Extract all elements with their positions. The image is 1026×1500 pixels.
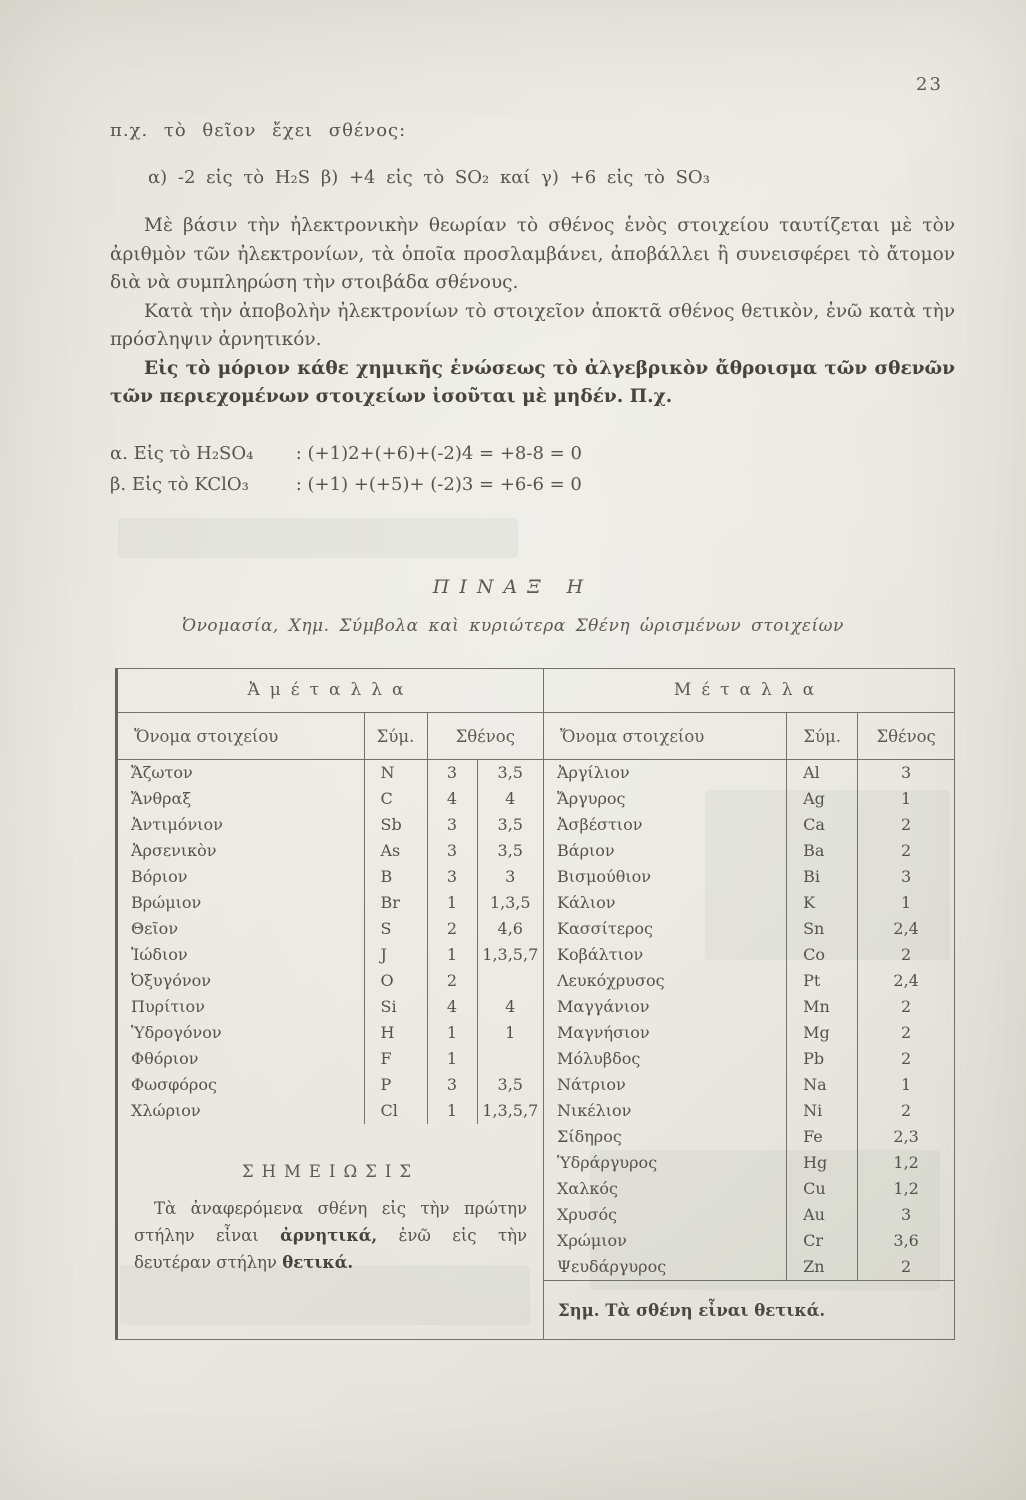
table-cell: 1 (858, 786, 954, 812)
table-cell: Βισμούθιον (557, 867, 651, 886)
table-row (544, 942, 954, 968)
table-cell: Ἀργίλιον (557, 763, 630, 782)
nonmetals-table (118, 713, 543, 1124)
notes-text (134, 1195, 527, 1276)
table-title: ΠΙΝΑΞ Η (432, 576, 594, 598)
table-cell: 1,3,5,7 (477, 1098, 543, 1124)
notes-section (118, 1162, 543, 1276)
elements-table (115, 668, 955, 1340)
table-cell: Ni (787, 1098, 858, 1124)
table-cell: Ἰώδιον (131, 945, 188, 964)
table-row (118, 994, 543, 1020)
notes-text-part: ἐνῶ εἰς τὴν δευτέραν στήλην (134, 1226, 527, 1272)
table-cell: 3,5 (477, 812, 543, 838)
table-cell (477, 968, 543, 994)
table-cell: 3 (427, 812, 477, 838)
table-row (118, 812, 543, 838)
column-header-name: Ὄνομα στοιχείου (118, 713, 364, 760)
table-row (544, 890, 954, 916)
table-cell: Βόριον (131, 867, 188, 886)
table-row (118, 838, 543, 864)
table-cell: Βρώμιον (131, 893, 202, 912)
table-row (544, 1228, 954, 1254)
table-cell: Πυρίτιον (131, 997, 205, 1016)
metals-section-title: Μέταλλα (544, 669, 954, 713)
table-cell: 3 (858, 864, 954, 890)
table-cell: Κοβάλτιον (557, 945, 644, 964)
table-row (544, 786, 954, 812)
page-content (110, 120, 955, 500)
table-cell: Pb (787, 1046, 858, 1072)
table-cell: 3,5 (477, 838, 543, 864)
table-cell: 1,2 (858, 1150, 954, 1176)
table-cell: 1,3,5 (477, 890, 543, 916)
valence-examples-line: α) -2 εἰς τὸ H₂S β) +4 εἰς τὸ SO₂ καί γ) +6 εἰς τὸ SO₃ (148, 167, 710, 188)
page-number: 23 (916, 74, 943, 95)
table-row (118, 786, 543, 812)
equation-expression: : (+1)2+(+6)+(-2)4 = +8-8 = 0 (295, 442, 582, 464)
table-cell: 1 (427, 1098, 477, 1124)
table-cell: Κάλιον (557, 893, 616, 912)
table-cell: 3 (477, 864, 543, 890)
table-cell: 2 (858, 838, 954, 864)
table-row (118, 916, 543, 942)
table-row (118, 1046, 543, 1072)
equations-block (110, 438, 955, 500)
table-row (118, 1020, 543, 1046)
table-cell: 4 (427, 786, 477, 812)
metals-section (543, 669, 954, 1339)
table-cell: F (364, 1046, 427, 1072)
table-cell: 1 (427, 890, 477, 916)
table-cell: 4 (477, 994, 543, 1020)
table-cell: Mn (787, 994, 858, 1020)
table-cell: 1,2 (858, 1176, 954, 1202)
table-cell: S (364, 916, 427, 942)
table-cell: 2 (858, 1254, 954, 1280)
table-row (118, 864, 543, 890)
table-cell: Ἄζωτον (131, 763, 193, 782)
table-row (118, 968, 543, 994)
table-cell: 1 (477, 1020, 543, 1046)
table-cell: Χρώμιον (557, 1231, 627, 1250)
table-subtitle: Ὀνομασία, Χημ. Σύμβολα καὶ κυριώτερα Σθένη ὡρισμένων στοιχείων (182, 616, 844, 636)
table-cell: Ἀσβέστιον (557, 815, 643, 834)
nonmetals-section-title: Ἀμέταλλα (118, 669, 543, 713)
equation-kclo3 (110, 469, 955, 500)
notes-title: ΣΗΜΕΙΩΣΙΣ (241, 1162, 420, 1181)
table-row (544, 1124, 954, 1150)
table-row (544, 760, 954, 787)
table-row (544, 838, 954, 864)
table-cell: Sn (787, 916, 858, 942)
notes-text-bold: θετικά. (282, 1253, 354, 1272)
table-cell: As (364, 838, 427, 864)
scan-artifact (118, 518, 518, 558)
table-cell: Ἄνθραξ (131, 789, 192, 808)
table-cell: 3,5 (477, 1072, 543, 1098)
table-cell: 4,6 (477, 916, 543, 942)
table-cell: Cu (787, 1176, 858, 1202)
metals-table (544, 713, 954, 1280)
table-cell: 2,4 (858, 916, 954, 942)
table-cell: 3 (427, 864, 477, 890)
table-cell: 2 (427, 968, 477, 994)
table-cell: Sb (364, 812, 427, 838)
table-cell: Bi (787, 864, 858, 890)
column-header-valence: Σθένος (427, 713, 543, 760)
table-cell: Ἄργυρος (557, 789, 626, 808)
table-cell: Μαγνήσιον (557, 1023, 650, 1042)
table-cell: Ὑδρογόνον (131, 1023, 222, 1042)
table-cell: J (364, 942, 427, 968)
equation-expression: : (+1) +(+5)+ (-2)3 = +6-6 = 0 (295, 473, 582, 495)
table-row (118, 1072, 543, 1098)
table-cell: Θεῖον (131, 919, 179, 938)
table-row (544, 1202, 954, 1228)
table-cell: Μόλυβδος (557, 1049, 641, 1068)
table-row (544, 1176, 954, 1202)
table-cell: Ἀρσενικὸν (131, 841, 217, 860)
nonmetals-section (118, 669, 543, 1339)
table-cell: Κασσίτερος (557, 919, 654, 938)
table-cell: 3 (427, 838, 477, 864)
table-cell: 3 (858, 760, 954, 787)
table-cell: Zn (787, 1254, 858, 1280)
table-cell: Ag (787, 786, 858, 812)
table-cell: Μαγγάνιον (557, 997, 650, 1016)
metals-footnote: Σημ. Τὰ σθένη εἶναι θετικά. (544, 1280, 954, 1339)
table-cell: P (364, 1072, 427, 1098)
table-cell: Ὑδράργυρος (557, 1153, 658, 1172)
table-cell: Φθόριον (131, 1049, 199, 1068)
table-cell: 3,5 (477, 760, 543, 787)
table-cell: Χρυσός (557, 1205, 618, 1224)
table-cell: 3,6 (858, 1228, 954, 1254)
table-cell: 1,3,5,7 (477, 942, 543, 968)
table-cell: Σίδηρος (557, 1127, 622, 1146)
table-cell: 2,3 (858, 1124, 954, 1150)
table-cell: 2 (858, 812, 954, 838)
table-row (544, 1046, 954, 1072)
table-cell: Νικέλιον (557, 1101, 632, 1120)
table-cell: Λευκόχρυσος (557, 971, 665, 990)
table-row (544, 812, 954, 838)
table-cell: Φωσφόρος (131, 1075, 217, 1094)
table-row (544, 994, 954, 1020)
table-cell: 2 (858, 1020, 954, 1046)
equation-label: β. Εἰς τὸ KClO₃ (110, 473, 249, 495)
table-cell: Ὀξυγόνον (131, 971, 211, 990)
body-paragraphs (110, 212, 955, 412)
paragraph-electronic-theory: Μὲ βάσιν τὴν ἠλεκτρονικὴν θεωρίαν τὸ σθένος ἑνὸς στοιχείου ταυτίζεται μὲ τὸν ἀριθμὸν τῶν ἠλεκτρονίων, τὰ ὁποῖα προσλαμβάνει, ἀποβάλλει ἢ συνεισφέρει τὸ ἄτομον διὰ νὰ συμπληρώση τὴν στοιβάδα σθένους. (110, 215, 955, 293)
column-header-symbol: Σύμ. (364, 713, 427, 760)
table-header-row (118, 713, 543, 760)
table-cell: 4 (477, 786, 543, 812)
table-cell: 2 (858, 994, 954, 1020)
column-header-symbol: Σύμ. (787, 713, 858, 760)
table-cell: Hg (787, 1150, 858, 1176)
table-cell (477, 1046, 543, 1072)
table-cell: 4 (427, 994, 477, 1020)
table-row (544, 1072, 954, 1098)
table-row (544, 916, 954, 942)
table-header-row (544, 713, 954, 760)
table-cell: Cl (364, 1098, 427, 1124)
table-cell: 3 (427, 760, 477, 787)
table-cell: Ba (787, 838, 858, 864)
table-cell: C (364, 786, 427, 812)
table-row (544, 1254, 954, 1280)
table-row (544, 1098, 954, 1124)
table-cell: Au (787, 1202, 858, 1228)
table-cell: 1 (858, 890, 954, 916)
table-cell: Mg (787, 1020, 858, 1046)
equation-h2so4 (110, 438, 955, 469)
table-cell: 1 (427, 1020, 477, 1046)
table-cell: Cr (787, 1228, 858, 1254)
table-cell: Co (787, 942, 858, 968)
table-cell: Ψευδάργυρος (557, 1257, 667, 1276)
table-cell: Ἀντιμόνιον (131, 815, 223, 834)
table-cell: Fe (787, 1124, 858, 1150)
table-row (544, 864, 954, 890)
table-cell: Χλώριον (131, 1101, 201, 1120)
table-row (544, 968, 954, 994)
table-cell: Br (364, 890, 427, 916)
table-cell: 1 (427, 1046, 477, 1072)
table-cell: Si (364, 994, 427, 1020)
table-cell: 1 (858, 1072, 954, 1098)
table-row (118, 890, 543, 916)
table-cell: B (364, 864, 427, 890)
column-header-valence: Σθένος (858, 713, 954, 760)
equation-label: α. Εἰς τὸ H₂SO₄ (110, 442, 254, 464)
table-cell: Νάτριον (557, 1075, 626, 1094)
table-cell: Βάριον (557, 841, 615, 860)
table-cell: O (364, 968, 427, 994)
table-cell: 1 (427, 942, 477, 968)
paragraph-electron-loss: Κατὰ τὴν ἀποβολὴν ἠλεκτρονίων τὸ στοιχεῖον ἀποκτᾶ σθένος θετικὸν, ἐνῶ κατὰ τὴν πρόσληψιν ἀρνητικόν. (110, 300, 955, 350)
table-row (118, 1098, 543, 1124)
notes-text-bold: ἀρνητικά, (280, 1226, 378, 1245)
table-cell: Al (787, 760, 858, 787)
paragraph-molecule-rule: Εἰς τὸ μόριον κάθε χημικῆς ἑνώσεως τὸ ἀλγεβρικὸν ἄθροισμα τῶν σθενῶν τῶν περιεχομένων στοιχείων ἰσοῦται μὲ μηδέν. Π.χ. (110, 357, 955, 407)
table-cell: 3 (858, 1202, 954, 1228)
table-row (118, 760, 543, 787)
table-row (544, 1020, 954, 1046)
table-cell: Na (787, 1072, 858, 1098)
table-cell: Χαλκός (557, 1179, 618, 1198)
table-row (544, 1150, 954, 1176)
table-row (118, 942, 543, 968)
table-cell: H (364, 1020, 427, 1046)
table-cell: 3 (427, 1072, 477, 1098)
table-cell: N (364, 760, 427, 787)
table-cell: K (787, 890, 858, 916)
table-cell: 2,4 (858, 968, 954, 994)
table-cell: Pt (787, 968, 858, 994)
table-cell: 2 (858, 942, 954, 968)
table-cell: Ca (787, 812, 858, 838)
column-header-name: Ὄνομα στοιχείου (544, 713, 787, 760)
table-cell: 2 (858, 1046, 954, 1072)
table-cell: 2 (858, 1098, 954, 1124)
notes-text-part: Τὰ ἀναφερόμενα σθένη εἰς τὴν πρώτην στήλην εἶναι (134, 1199, 527, 1245)
intro-line: π.χ. τὸ θεῖον ἔχει σθένος: (110, 120, 407, 141)
table-cell: 2 (427, 916, 477, 942)
